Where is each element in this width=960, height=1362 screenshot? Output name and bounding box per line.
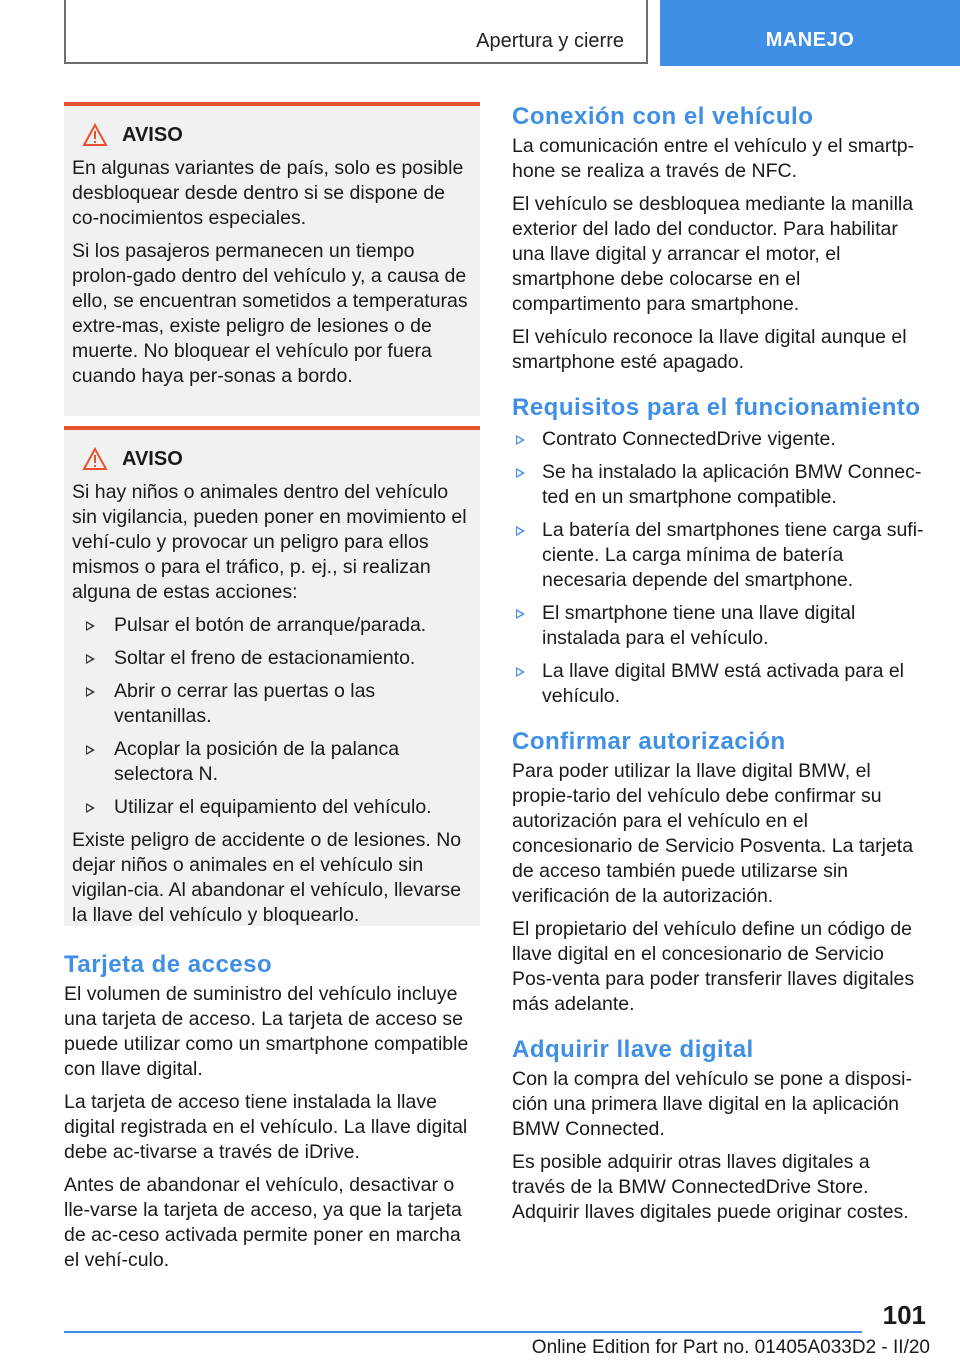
- warning-paragraph: Si los pasajeros permanecen un tiempo prolon-gado dentro del vehículo y, a causa de ello, se encuentran sometidos a temperaturas extre-mas, existe peligro de lesiones o de muerte. No bloquear el vehículo por fuera cuando haya per-sonas a bordo.: [72, 240, 468, 387]
- warning-paragraph: En algunas variantes de país, solo es posible desbloquear desde dentro si se dispone de co-nocimientos especiales.: [72, 157, 464, 229]
- section-tarjeta: [64, 950, 480, 1281]
- header-section-title: Apertura y cierre: [476, 30, 624, 52]
- list-item: El smartphone tiene una llave digital instalada para el vehículo.: [512, 601, 928, 651]
- list-item: La llave digital BMW está activada para el vehículo.: [512, 659, 928, 709]
- section-heading: Tarjeta de acceso: [64, 951, 273, 978]
- bullet-triangle-icon: [86, 654, 95, 664]
- section-paragraph: El volumen de suministro del vehículo incluye una tarjeta de acceso. La tarjeta de acceso se puede utilizar como un smartphone compatible con llave digital.: [64, 983, 469, 1080]
- bullet-triangle-icon: [86, 803, 95, 813]
- list-item: Abrir o cerrar las puertas o las ventanillas.: [72, 679, 472, 729]
- bullet-triangle-icon: [516, 435, 525, 445]
- section-paragraph: La comunicación entre el vehículo y el smartp-hone se realiza a través de NFC.: [512, 135, 915, 182]
- section-paragraph: Antes de abandonar el vehículo, desactivar o lle-varse la tarjeta de acceso, ya que la tarjeta de ac-ceso activada permite poner en marcha el vehí-culo.: [64, 1174, 462, 1271]
- bullet-triangle-icon: [516, 609, 525, 619]
- header-chapter-tab[interactable]: MANEJO: [660, 0, 960, 66]
- warning-triangle-icon: [82, 123, 108, 147]
- list-item: Contrato ConnectedDrive vigente.: [512, 427, 928, 452]
- section-paragraph: El vehículo reconoce la llave digital aunque el smartphone esté apagado.: [512, 326, 907, 373]
- bullet-triangle-icon: [86, 687, 95, 697]
- right-column: [512, 102, 928, 1233]
- section-heading: Confirmar autorización: [512, 728, 786, 755]
- bullet-triangle-icon: [516, 667, 525, 677]
- bullet-triangle-icon: [86, 745, 95, 755]
- requirements-list: [512, 427, 928, 709]
- section-paragraph: Para poder utilizar la llave digital BMW, el propie-tario del vehículo debe confirmar su autorización para el vehículo en el concesionario de Servicio Posventa. La tarjeta de acceso también puede utilizarse sin verificación de la autorización.: [512, 760, 914, 907]
- list-item: Pulsar el botón de arranque/parada.: [72, 613, 472, 638]
- page-number: 101: [882, 1300, 926, 1330]
- bullet-triangle-icon: [516, 526, 525, 536]
- footer-edition: Online Edition for Part no. 01405A033D2 - II/20: [531, 1337, 930, 1358]
- warning-title: AVISO: [122, 123, 183, 146]
- header-section-box: [64, 0, 648, 64]
- page-header: [0, 0, 960, 66]
- warning-action-list: [72, 613, 472, 820]
- warning-title: AVISO: [122, 447, 183, 470]
- warning-box-2: [64, 426, 480, 926]
- section-paragraph: El vehículo se desbloquea mediante la manilla exterior del lado del conductor. Para habilitar una llave digital y arrancar el motor, el smartphone debe colocarse en el compartimento para smartphone.: [512, 193, 914, 315]
- footer-divider: [64, 1331, 862, 1333]
- section-paragraph: La tarjeta de acceso tiene instalada la llave digital registrada en el vehículo. La llave digital debe ac-tivarse a través de iDrive.: [64, 1091, 468, 1163]
- bullet-triangle-icon: [86, 621, 95, 631]
- section-paragraph: Es posible adquirir otras llaves digitales a través de la BMW ConnectedDrive Store. Adquirir llaves digitales puede originar costes.: [512, 1151, 909, 1223]
- section-paragraph: El propietario del vehículo define un código de llave digital en el concesionario de Servicio Pos-venta para poder transferir llaves digitales más adelante.: [512, 918, 915, 1015]
- section-paragraph: Con la compra del vehículo se pone a disposi-ción una primera llave digital en la aplicación BMW Connected.: [512, 1068, 912, 1140]
- warning-box-1: [64, 102, 480, 416]
- warning-triangle-icon: [82, 447, 108, 471]
- list-item: Acoplar la posición de la palanca selectora N.: [72, 737, 472, 787]
- list-item: Se ha instalado la aplicación BMW Connec-ted en un smartphone compatible.: [512, 460, 928, 510]
- list-item: Soltar el freno de estacionamiento.: [72, 646, 472, 671]
- warning-intro: Si hay niños o animales dentro del vehículo sin vigilancia, pueden poner en movimiento el vehí-culo y provocar un peligro para ellos mismos o para el tráfico, p. ej., si realizan alguna de estas acciones:: [72, 481, 467, 603]
- section-heading: Adquirir llave digital: [512, 1036, 754, 1063]
- bullet-triangle-icon: [516, 468, 525, 478]
- section-heading: Conexión con el vehículo: [512, 103, 814, 130]
- warning-outro: Existe peligro de accidente o de lesiones. No dejar niños o animales en el vehículo sin vigilan-cia. Al abandonar el vehículo, llevarse la llave del vehículo y bloquearlo.: [72, 829, 462, 926]
- list-item: Utilizar el equipamiento del vehículo.: [72, 795, 472, 820]
- list-item: La batería del smartphones tiene carga sufi-ciente. La carga mínima de batería necesaria depende del smartphone.: [512, 518, 928, 593]
- section-heading: Requisitos para el funcionamiento: [512, 394, 921, 421]
